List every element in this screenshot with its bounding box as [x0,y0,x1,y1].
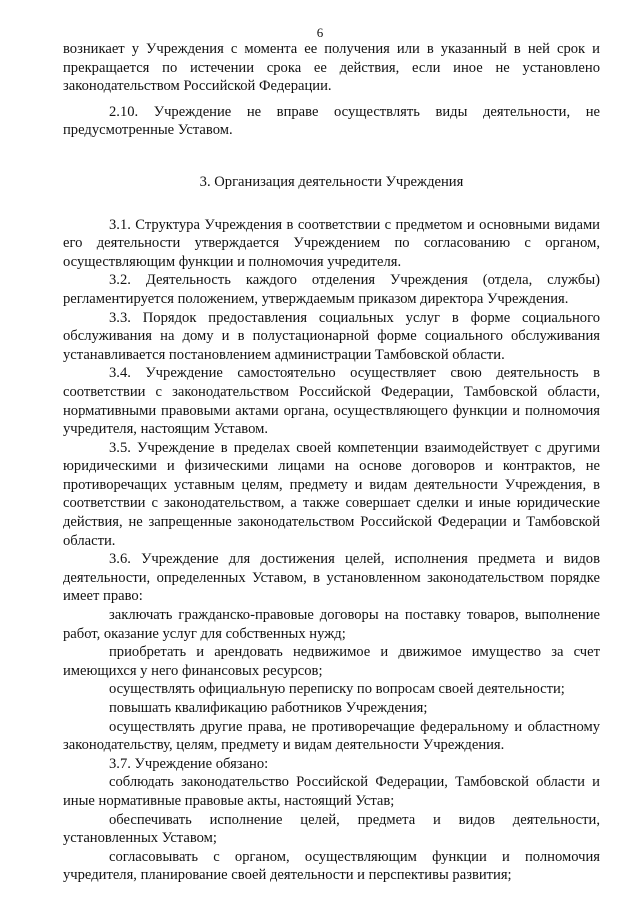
paragraph-3-6: 3.6. Учреждение для достижения целей, исполнения предмета и видов деятельности, определенных Уставом, в установленном законодательством порядке имеет право: [63,551,600,605]
paragraph-3-2: 3.2. Деятельность каждого отделения Учреждения (отдела, службы) регламентируется положением, утверждаемым приказом директора Учреждения. [63,272,600,307]
page-number: 6 [316,25,324,40]
rights-item: осуществлять официальную переписку по вопросам своей деятельности; [109,681,565,698]
section-heading: 3. Организация деятельности Учреждения [199,173,464,190]
paragraph-2-10: 2.10. Учреждение не вправе осуществлять виды деятельности, не предусмотренные Уставом. [63,103,600,139]
duties-item: обеспечивать исполнение целей, предмета и видов деятельности, установленных Уставом; [63,811,600,847]
document-body [63,40,600,885]
paragraph-3-4: 3.4. Учреждение самостоятельно осуществляет свою деятельность в соответствии с законодательством Российской Федерации, Тамбовской области, нормативными правовыми актами органа, осуществляющего функции и полномочия учредителя, настоящим Уставом. [63,365,600,438]
rights-item: осуществлять другие права, не противоречащие федеральному и областному законодательству, целям, предмету и видам деятельности Учреждения. [63,718,600,754]
paragraph-3-3: 3.3. Порядок предоставления социальных услуг в форме социального обслуживания на дому и в полустационарной форме социального обслуживания устанавливается постановлением администрации Тамбовской области. [63,309,600,363]
rights-item: повышать квалификацию работников Учреждения; [109,700,428,716]
rights-item: заключать гражданско-правовые договоры на поставку товаров, выполнение работ, оказание услуг для собственных нужд; [63,607,600,642]
paragraph-3-5: 3.5. Учреждение в пределах своей компетенции взаимодействует с другими юридическими и физическими лицами на основе договоров и контрактов, не противоречащих уставным целям, предмету и видам деятельности Учреждения, в соответствии с законодательством, а также совершает сделки и иные юридические действия, не запрещенные законодательством Российской Федерации и Тамбовской области. [63,439,600,549]
duties-item: согласовывать с органом, осуществляющим функции и полномочия учредителя, планирование своей деятельности и перспективы развития; [63,848,600,884]
rights-item: приобретать и арендовать недвижимое и движимое имущество за счет имеющихся у него финансовых ресурсов; [63,644,600,679]
paragraph-3-1: 3.1. Структура Учреждения в соответствии с предметом и основными видами его деятельности утверждается Учреждением по согласованию с органом, осуществляющим функции и полномочия учредителя. [63,216,600,270]
continuation-paragraph: возникает у Учреждения с момента ее получения или в указанный в ней срок и прекращается по истечении срока ее действия, если иное не установлено законодательством Российской Федерации. [63,41,600,95]
duties-item: соблюдать законодательство Российской Федерации, Тамбовской области и иные нормативные правовые акты, настоящий Устав; [63,774,600,809]
paragraph-3-7: 3.7. Учреждение обязано: [109,755,269,772]
